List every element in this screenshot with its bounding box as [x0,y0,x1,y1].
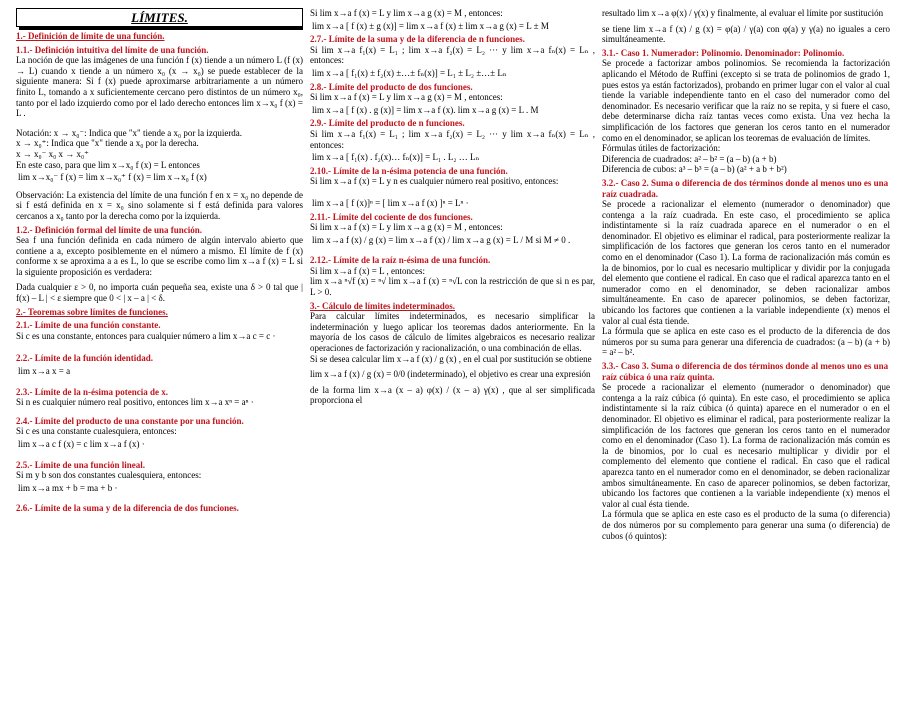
paragraph: Se procede a racionalizar el elemento (numerador o denominador) que contenga a la raíz cuadrada. En este caso, el procedimiento se aplica indistintamente si la raíz cuadrada aparece en el numerador o en el denominador. El objetivo es eliminar el radical, para posteriormente realizar la simplificación de los factores que generan los ceros tanto en el numerador como en el denominador (Caso 1). La forma de racionalización más común es la de binomios, por lo cual es necesario multiplicar y dividir por la conjugada del elemento que contiene el radical. En caso que el radical aparezca tanto en el numerador como en el denominador, se deben racionalizar ambos simultáneamente. En caso de aparecer polinomios, se deben factorizar, ubicando los factores que contienen a la variable independiente (x) menos el valor al cual ésta tiende. [602,199,890,326]
paragraph: Diferencia de cuadrados: a² – b² = (a – b) (a + b) [602,153,777,164]
section-heading: 2.7.- Límite de la suma y de la diferencia de n funciones. [310,34,525,45]
paragraph: La fórmula que se aplica en este caso es el producto de la diferencia de dos números por su suma para generar una diferencia de cuadrados: (a – b) (a + b) = a² – b². [602,326,890,358]
column-3 [602,8,890,698]
paragraph: Si lim x→a f (x) = L y lim x→a g (x) = M , entonces: [310,92,503,103]
spacer [310,247,595,252]
section-heading: 1.- Definición de límite de una función. [16,31,165,41]
paragraph: Si lim x→a f (x) = L y lim x→a g (x) = M , entonces: [310,222,503,233]
paragraph: Diferencia de cubos: a³ – b³ = (a – b) (a² + a b + b²) [602,164,787,175]
section-heading: 2.12.- Límite de la raíz n-ésima de una función. [310,255,491,266]
formula: lim x→a [ f (x)]ⁿ = [ lim x→a f (x) ]ⁿ = Lⁿ · [312,197,469,208]
paragraph: Observación: La existencia del límite de una función f en x = x₀ no depende de si f está definida en x = x₀ sino solamente si f está definida para valores cercanos a x₀ tanto por la derecha como por la izquierda. [16,189,303,221]
spacer [310,187,595,196]
formula: lim x→a x = a [18,366,71,377]
formula: lim x→a [ f₁(x) . f₂(x)… fₙ(x)] = L₁ . L₂ … Lₙ [312,152,480,163]
paragraph: Si lim x→a f₁(x) = L₁ ; lim x→a f₂(x) = L₂ ··· y lim x→a fₙ(x) = Lₙ , entonces: [310,128,595,150]
paragraph: Si lim x→a f (x) = L , entonces: [310,265,425,276]
formula: lim x→a [ f (x) . g (x)] = lim x→a f (x). lim x→a g (x) = L . M [312,104,539,115]
paragraph: Si c es una constante cualesquiera, entonces: [16,426,177,437]
section-heading: 2.6.- Límite de la suma y de la diferencia de dos funciones. [16,503,239,514]
paragraph: lim x→a f (x) / g (x) = 0/0 (indeterminado), el objetivo es crear una expresión [310,369,591,380]
column-1 [16,8,303,698]
section-heading: 2.3.- Límite de la n-ésima potencia de x. [16,386,168,397]
section-heading: 3.3.- Caso 3. Suma o diferencia de dos términos donde al menos uno es una raíz cúbica ó una raíz quinta. [602,361,889,382]
paragraph: Se procede a racionalizar el elemento (numerador o denominador) que contenga a la raíz cúbica (ó quinta). En este caso, el procedimiento se aplica indistintamente si la raíz cúbica (ó quinta) aparece en el numerador o en el denominador. El objetivo es eliminar el radical, para posteriormente realizar la simplificación de los factores que generan los ceros tanto en el numerador como en el denominador (Caso 1). La forma de racionalización más común es la de binomios, por lo cual es necesario multiplicar y dividir por el complemento del elemento que contiene el radical. En caso que el radical aparezca tanto en el numerador como en el denominador, se deben racionalizar ambos simultáneamente. En caso de aparecer polinomios, se deben factorizar, ubicando los factores que contienen a la variable independiente (x) menos el valor al cual ésta tiende. [602,382,890,509]
paragraph: Si n es cualquier número real positivo, entonces lim x→a xⁿ = aⁿ · [16,397,254,408]
section-heading: 2.4.- Límite del producto de una constante por una función. [16,415,244,426]
formula: lim x→a mx + b = ma + b · [18,482,118,493]
paragraph: Si lim x→a f (x) = L y lim x→a g (x) = M , entonces: [310,8,503,18]
section-heading: 1.1.- Definición intuitiva del límite de una función. [16,44,209,55]
paragraph: Sea f una función definida en cada número de algún intervalo abierto que contiene a a, excepto posiblemente en el número a mismo. El límite de f (x) conforme x se aproxima a a es L, lo que se escribe como lim x→a f (x) = L si la siguiente proposición es verdadera: [16,235,303,277]
paragraph: x → x₀⁺: Indica que "x" tiende a x₀ por la derecha. [16,138,199,149]
spacer [16,408,303,413]
spacer [16,379,303,384]
section-heading: 2.1.- Límite de una función constante. [16,320,161,331]
paragraph: Notación: x → x₀⁻: Indica que "x" tiende a x₀ por la izquierda. [16,127,243,138]
paragraph: Fórmulas útiles de factorización: [602,143,721,154]
spacer [16,341,303,350]
formula: lim x→a c f (x) = c lim x→a f (x) · [18,439,145,449]
paragraph: x → x₀⁻ x₀ x → x₀⁺ [16,148,89,159]
spacer [16,452,303,457]
paragraph: resultado lim x→a φ(x) / γ(x) y finalmente, al evaluar el límite por sustitución [602,8,884,18]
spacer [16,495,303,500]
paragraph: de la forma lim x→a (x – a) φ(x) / (x – a) γ(x) , que al ser simplificada proporciona el [310,384,595,406]
spacer [16,119,303,128]
paragraph: Si se desea calcular lim x→a f (x) / g (x) , en el cual por sustitución se obtiene [310,353,592,364]
paragraph: Dada cualquier ε > 0, no importa cuán pequeña sea, existe una δ > 0 tal que | f(x) – L | < ε siempre que 0 < | x – a | < δ. [16,282,303,304]
paragraph: Para calcular límites indeterminados, es necesario simplificar la indeterminación y luego aplicar los teoremas dados anteriormente. En la mayoría de los casos de cálculo de límites algebraicos es necesario realizar operaciones de factorización y racionalización, o una combinación de ellas. [310,311,595,354]
paragraph: Si lim x→a f₁(x) = L₁ ; lim x→a f₂(x) = L₂ ··· y lim x→a fₙ(x) = Lₙ , entonces: [310,44,595,66]
page-title: LÍMITES. [131,10,188,25]
section-heading: 2.2.- Límite de la función identidad. [16,353,154,364]
formula: lim x→a [ f₁(x) ± f₂(x) ±…± fₙ(x)] = L₁ ± L₂ ±…± Lₙ [312,67,507,78]
section-heading: 3.- Cálculo de límites indeterminados. [310,300,455,311]
formula: lim x→a f (x) / g (x) = lim x→a f (x) / lim x→a g (x) = L / M si M ≠ 0 . [312,234,571,245]
formula: lim x→a [ f (x) ± g (x)] = lim x→a f (x) ± lim x→a g (x) = L ± M [312,20,549,31]
paragraph: Si c es una constante, entonces para cualquier número a lim x→a c = c · [16,330,276,341]
section-heading: 2.8.- Límite del producto de dos funciones. [310,81,473,92]
section-heading: 2.9.- Límite del producto de n funciones. [310,118,465,129]
section-heading: 2.11.- Límite del cociente de dos funciones. [310,211,473,222]
paragraph: Si m y b son dos constantes cualesquiera, entonces: [16,470,202,481]
column-2 [310,8,595,698]
section-heading: 1.2.- Definición formal del límite de una función. [16,224,202,235]
formula: lim x→x₀⁻ f (x) = lim x→x₀⁺ f (x) = lim x→x₀ f (x) [18,172,207,183]
section-heading: 3.1.- Caso 1. Numerador: Polinomio. Denominador: Polinomio. [602,47,845,58]
section-heading: 2.- Teoremas sobre límites de funciones. [16,306,168,317]
paragraph: En este caso, para que lim x→x₀ f (x) = L entonces [16,159,200,170]
paragraph: Si lim x→a f (x) = L y n es cualquier número real positivo, entonces: [310,176,559,187]
section-heading: 2.10.- Límite de la n-ésima potencia de una función. [310,165,508,176]
section-heading: 2.5.- Límite de una función lineal. [16,459,146,470]
paragraph: Se procede a factorizar ambos polinomios. Se recomienda la factorización aplicando el Método de Ruffini (excepto si se trata de polinomios de grado 1, pues estos ya están factorizados), probando en primer lugar con el valor al cual tiende la variable independiente tanto en el caso del numerador como del denominador. Es necesario verificar que la raíz no se repita, y si fuere el caso, debe determinarse dicha raíz tantas veces como exista. Una vez hecha la simplificación de los factores que generan los ceros tanto en el numerador como en el denominador, se aplican los teoremas de evaluación de límites. [602,58,890,143]
page-title-box [16,8,303,27]
paragraph: La fórmula que se aplica en este caso es el producto de la suma (o diferencia) de dos números por su complemento para generar una suma (o diferencia) de cubos (ó quintos): [602,509,890,541]
section-heading: 3.2.- Caso 2. Suma o diferencia de dos términos donde al menos uno es una raíz cuadrada. [602,177,889,199]
paragraph: La noción de que las imágenes de una función f (x) tiende a un número L (f (x) → L) cuando x tiende a un número x₀ (x → x₀) se puede establecer de la siguiente manera: Si f (x) puede aproximarse arbitrariamente a un número finito L, tomando a x suficientemente cercano pero distintos de un número x₀, tanto por el lado izquierdo como por el lado derecho entonces lim x→x₀ f (x) = L . [16,55,303,119]
paragraph: se tiene lim x→a f (x) / g (x) = φ(a) / γ(a) con φ(a) y γ(a) no iguales a cero simultáneamente. [602,23,890,45]
paragraph: lim x→a ⁿ√f (x) = ⁿ√ lim x→a f (x) = ⁿ√L con la restricción de que si n es par, L > 0. [310,276,595,298]
